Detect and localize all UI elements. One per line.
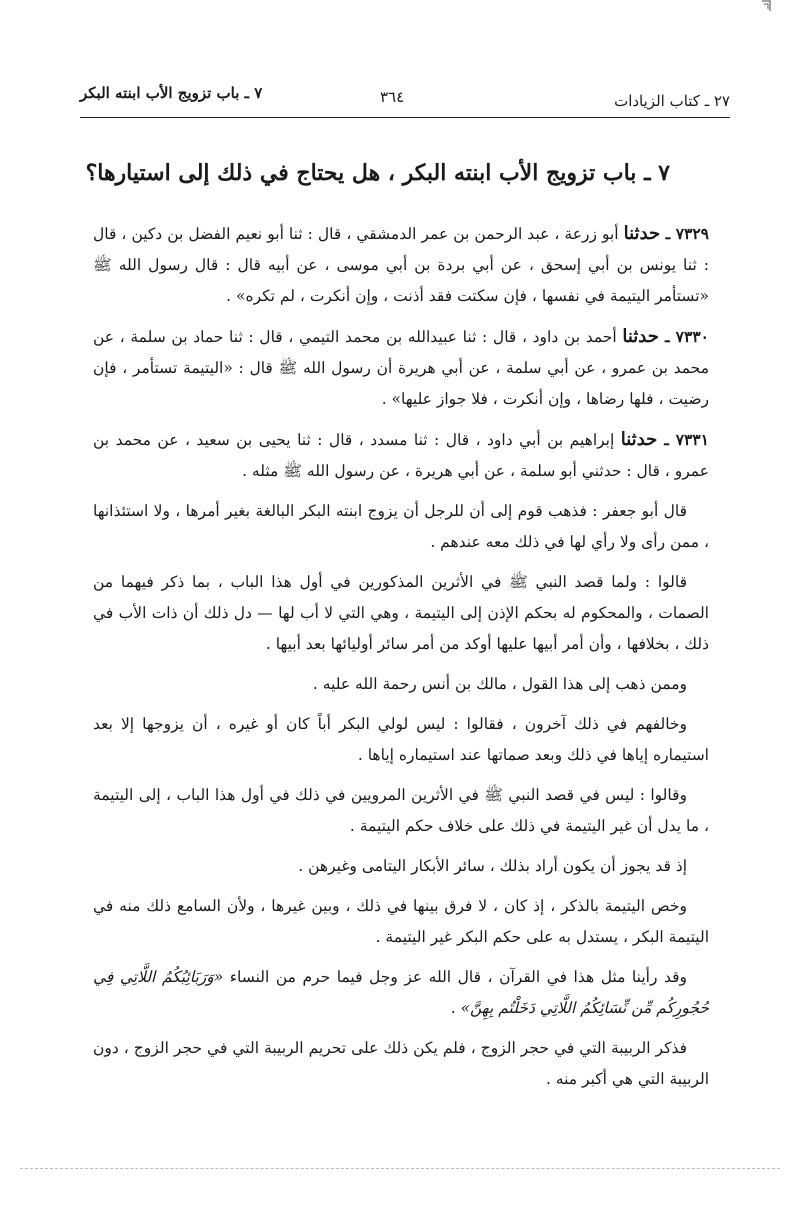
hadith-opening: حدثنا [623,223,661,244]
hadith-7329 [93,218,709,312]
hadith-7331 [93,424,709,487]
commentary-paragraph: فذكر الربيبة التي في حجر الزوج ، فلم يكن ذلك على تحريم الربيبة التي في حجر الزوج ، دون الربيبة التي هي أكبر منه . [93,1039,709,1088]
commentary-paragraph: وخالفهم في ذلك آخرون ، فقالوا : ليس لولي البكر أباً كان أو غيره ، أن يزوجها إلا بعد استيماره إياها في ذلك وبعد صماتها عند استيماره إياها . [93,715,709,764]
running-head-chapter: ٧ ـ باب تزويج الأب ابنته البكر [80,84,263,102]
hadith-number: ٧٣٣٠ ـ [658,327,709,346]
hadith-text: إبراهيم بن أبي داود ، قال : ثنا مسدد ، قال : ثنا يحيى بن سعيد ، عن محمد بن عمرو ، قال : حدثني أبو سلمة ، عن أبي هريرة ، عن رسول الله ﷺ مثله . [93,431,709,480]
commentary-paragraph-quran [93,962,709,1024]
commentary-paragraph: قالوا : ولما قصد النبي ﷺ في الأثرين المذكورين في أول هذا الباب ، بما ذكر فيهما من الصمات ، والمحكوم له بحكم الإذن إلى اليتيمة ، وهي التي لا أب لها — دل ذلك أن ذات الأب في ذلك ، بخلافها ، وأن أمر أبيها عليها أوكد من أمر سائر أوليائها بعد أبيها . [93,573,709,653]
scan-corner-mark [760,0,772,12]
commentary-paragraph: وقالوا : ليس في قصد النبي ﷺ في الأثرين المرويين في ذلك في أول هذا الباب ، إلى اليتيمة ، ما يدل أن غير اليتيمة في ذلك على خلاف حكم اليتيمة . [93,786,709,835]
hadith-text: أبو زرعة ، عبد الرحمن بن عمر الدمشقي ، قال : ثنا أبو نعيم الفضل بن دكين ، قال : ثنا يونس بن أبي إسحق ، عن أبي بردة بن أبي موسى ، عن أبيه قال : قال رسول الله ﷺ «تستأمر اليتيمة في نفسها ، فإن سكتت فقد أذنت ، وإن أنكرت ، لم تكره» . [93,225,709,305]
commentary-paragraph: قال أبو جعفر : فذهب قوم إلى أن للرجل أن يزوج ابنته البكر البالغة بغير أمرها ، ولا استئذانها ، ممن رأى ولا رأي لها في ذلك معه عندهم . [93,502,709,551]
hadith-number: ٧٣٢٩ ـ [660,224,710,243]
hadith-number: ٧٣٣١ ـ [657,430,709,449]
hadith-text: أحمد بن داود ، قال : ثنا عبيدالله بن محمد التيمي ، قال : ثنا حماد بن سلمة ، عن محمد بن عمرو ، عن أبي سلمة ، عن أبي هريرة أن رسول الله ﷺ قال : «اليتيمة تستأمر ، فإن رضيت ، فلها رضاها ، وإن أنكرت ، فلا جواز عليها» . [93,328,709,408]
chapter-title: ٧ ـ باب تزويج الأب ابنته البكر ، هل يحتاج في ذلك إلى استيارها؟ [85,160,670,186]
running-head-book: ٢٧ ـ كتاب الزيادات [614,92,730,110]
quran-verse: «وَرَبَائِبُكُمُ اللَّاتِي فِي حُجُورِكُم مِّن نِّسَائِكُمُ اللَّاتِي دَخَلْتُم بِهِنَّ» . [93,968,709,1017]
page-number: ٣٦٤ [380,88,405,106]
commentary-paragraph: وخص اليتيمة بالذكر ، إذ كان ، لا فرق بينها في ذلك ، وبين غيرها ، ولأن السامع ذلك منه في اليتيمة البكر ، يستدل به على حكم البكر غير اليتيمة . [93,897,709,946]
header-divider [80,117,730,118]
commentary-paragraph: وممن ذهب إلى هذا القول ، مالك بن أنس رحمة الله عليه . [312,675,687,693]
hadith-opening: حدثنا [622,326,659,347]
commentary-text: وقد رأينا مثل هذا في القرآن ، قال الله عز وجل فيما حرم من النساء [229,968,687,986]
hadith-opening: حدثنا [620,429,658,450]
commentary-paragraph: إذ قد يجوز أن يكون أراد بذلك ، سائر الأبكار اليتامى وغيرهن . [298,857,687,875]
page-body [93,218,709,1104]
scan-bottom-edge [20,1168,780,1169]
hadith-7330 [93,321,709,415]
page-header [80,78,730,112]
